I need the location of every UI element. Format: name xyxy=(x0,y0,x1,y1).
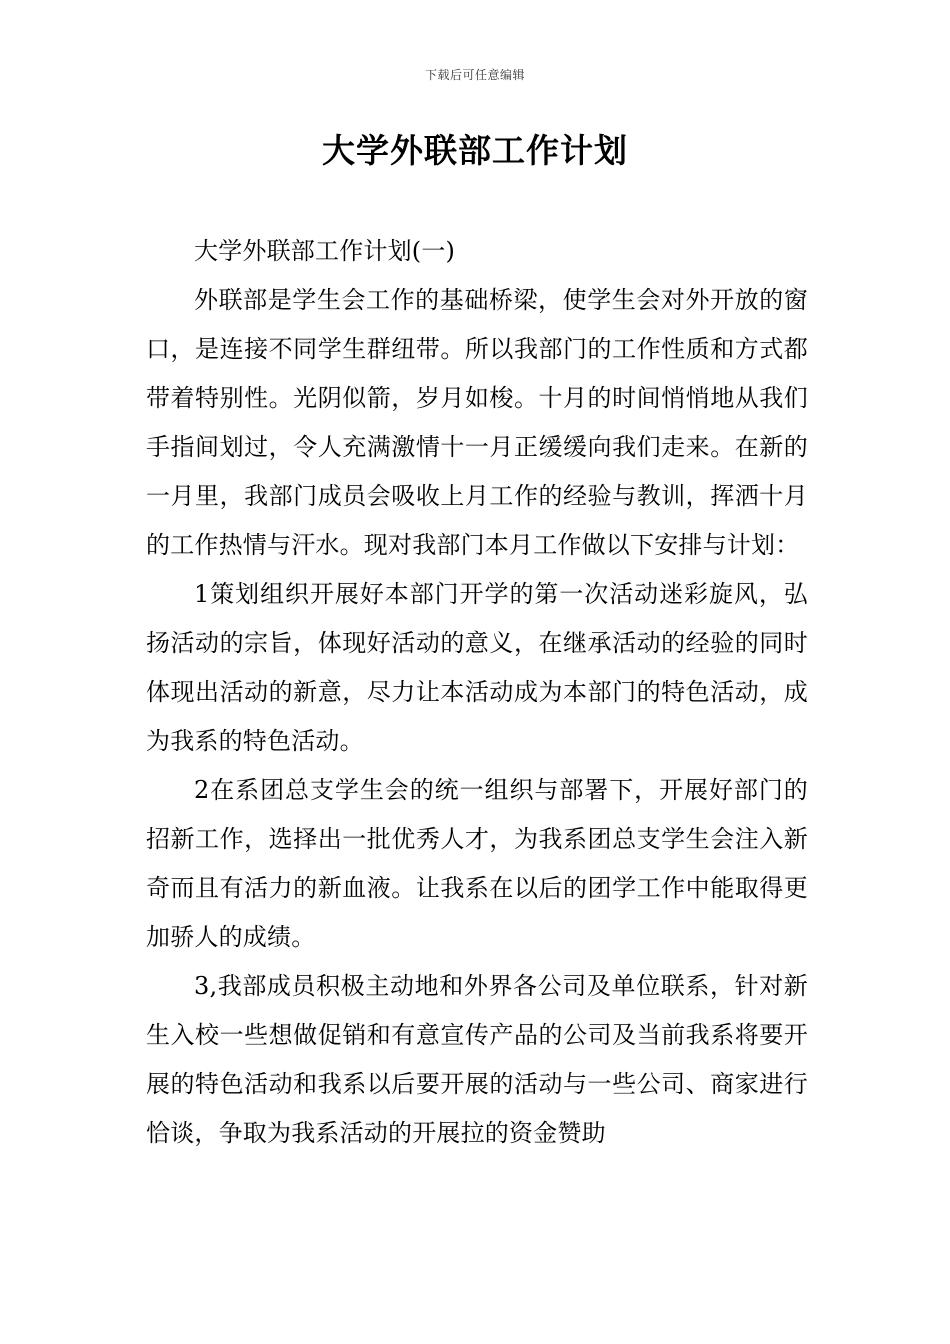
paragraph-intro: 外联部是学生会工作的基础桥梁，使学生会对外开放的窗口，是连接不同学生群纽带。所以我部门的工作性质和方式都带着特别性。光阴似箭，岁月如梭。十月的时间悄悄地从我们手指间划过，令人充满激情十一月正缓缓向我们走来。在新的一月里，我部门成员会吸收上月工作的经验与教训，挥洒十月的工作热情与汗水。现对我部门本月工作做以下安排与计划： xyxy=(146,286,808,559)
paragraph-item-3: 3,我部成员积极主动地和外界各公司及单位联系，针对新生入校一些想做促销和有意宣传产品的公司及当前我系将要开展的特色活动和我系以后要开展的活动与一些公司、商家进行恰谈，争取为我系活动的开展拉的资金赞助 xyxy=(146,972,808,1147)
document-title: 大学外联部工作计划 xyxy=(322,131,628,170)
header-note: 下载后可任意编辑 xyxy=(424,68,525,82)
paragraph-item-2: 2在系团总支学生会的统一组织与部署下，开展好部门的招新工作，选择出一批优秀人才，为我系团总支学生会注入新奇而且有活力的新血液。让我系在以后的团学工作中能取得更加骄人的成绩。 xyxy=(146,776,808,951)
section-heading: 大学外联部工作计划(一) xyxy=(194,237,456,265)
paragraph-item-1: 1策划组织开展好本部门开学的第一次活动迷彩旋风，弘扬活动的宗旨，体现好活动的意义，在继承活动的经验的同时体现出活动的新意，尽力让本活动成为本部门的特色活动，成为我系的特色活动。 xyxy=(146,580,808,755)
document-body xyxy=(146,227,808,1158)
